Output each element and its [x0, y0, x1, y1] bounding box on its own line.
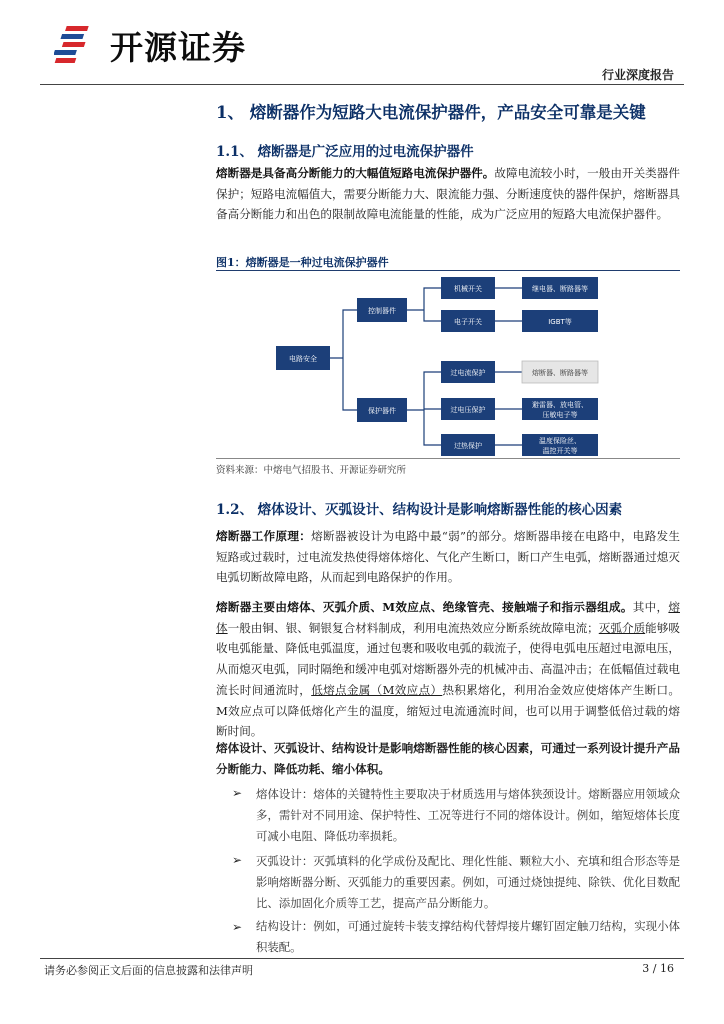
bullet-structure-design: 结构设计：例如，可通过旋转卡装支撑结构代替焊接片螺钉固定触刀结构，实现小体积装配。: [256, 919, 680, 954]
figure-bottom-rule: [216, 458, 680, 459]
working-principle-paragraph: [216, 526, 680, 588]
paragraph-lead: 熔断器工作原理：: [216, 529, 312, 543]
brand-name: 开源证券: [110, 28, 246, 67]
node-l1-control-label: 控制器件: [368, 307, 396, 315]
section-1-1-paragraph: [216, 163, 680, 225]
node-l3-protect-0: [522, 361, 598, 383]
paragraph-body: 其中，: [632, 600, 669, 614]
node-l3-protect-2-label: 温控开关等: [542, 447, 578, 455]
figure-1-caption: 图1：熔断器是一种过电流保护器件: [216, 256, 389, 269]
node-l3-protect-1-label: 压敏电子等: [542, 411, 578, 419]
node-l2-protect-2: [441, 434, 495, 456]
paragraph-body: 热积累熔化，利用冶金效应使熔体产生断口。M效应点可以降低熔化产生的温度，缩短过电流通流时间，也可以用于调整低倍过载的熔断时间。: [216, 682, 680, 739]
node-l2-protect-1: [441, 398, 495, 420]
connector-line: [407, 372, 441, 445]
brand-logo-icon: [54, 22, 104, 64]
node-l3-protect-1-label: 避雷器、放电管、: [532, 401, 588, 409]
core-factors-paragraph: 熔体设计、灭弧设计、结构设计是影响熔断器性能的核心因素，可通过一系列设计提升产品分断能力、降低功耗、缩小体积。: [216, 741, 680, 776]
node-l2-control-0-label: 机械开关: [454, 285, 482, 293]
paragraph-lead: 熔断器主要由熔体、灭弧介质、M效应点、绝缘管壳、接触端子和指示器组成。: [216, 600, 633, 614]
node-l1-protect-label: 保护器件: [368, 407, 396, 415]
fuse-classification-diagram: [216, 272, 680, 457]
diagram-nodes: [276, 277, 598, 456]
term-m-effect: 低熔点金属（M效应点）: [311, 682, 443, 697]
components-paragraph: [216, 597, 680, 742]
node-l3-control-1: [522, 310, 598, 332]
node-l3-control-0: [522, 277, 598, 299]
node-root-label: 电路安全: [289, 355, 317, 363]
node-l2-protect-0: [441, 361, 495, 383]
footer-disclaimer: 请务必参阅正文后面的信息披露和法律声明: [44, 964, 253, 977]
section-1-1-heading: 1.1、 熔断器是广泛应用的过电流保护器件: [216, 144, 474, 160]
node-l3-control-1-label: IGBT等: [548, 318, 572, 326]
node-l3-protect-2-label: 温度保险丝、: [539, 437, 581, 445]
footer-divider: [40, 958, 684, 959]
page-number: 3 / 16: [642, 962, 674, 975]
node-l1-control: [357, 298, 407, 322]
term-fuse-element: 熔体: [216, 600, 680, 635]
bullet-arc-design: 灭弧设计：灭弧填料的化学成份及配比、理化性能、颗粒大小、充填和组合形态等是影响熔断器分断、灭弧能力的重要因素。例如，可通过烧蚀提纯、除铁、优化目数配比、添加固化介质等工艺，提高产品分断能力。: [256, 854, 680, 910]
connector-line: [495, 372, 522, 445]
paragraph-lead: 熔断器是具备高分断能力的大幅值短路电流保护器件。: [216, 166, 495, 180]
node-l2-control-1: [441, 310, 495, 332]
node-root: [276, 346, 330, 370]
node-l1-protect: [357, 398, 407, 422]
node-l2-protect-2-label: 过热保护: [454, 442, 482, 450]
figure-source: 资料来源：中熔电气招股书、开源证券研究所: [216, 465, 407, 476]
connector-line: [495, 288, 522, 321]
report-type-label: 行业深度报告: [601, 68, 674, 82]
paragraph-body: 熔断器被设计为电路中最“弱”的部分。熔断器串接在电路中，电路发生短路或过载时，过电流发热使得熔体熔化、气化产生断口，断口产生电弧，熔断器通过熄灭电弧切断故障电路，从而起到电路保护的作用。: [216, 529, 680, 585]
node-l2-protect-0-label: 过电流保护: [450, 369, 486, 377]
bullet-arrow-icon: ➢: [232, 786, 243, 800]
node-l2-control-0: [441, 277, 495, 299]
node-l3-control-0-label: 继电器、断路器等: [532, 285, 588, 293]
node-l3-protect-2: [522, 434, 598, 456]
node-l3-protect-0-label: 熔断器、断路器等: [532, 369, 588, 377]
bullet-fuse-element-design: 熔体设计：熔体的关键特性主要取决于材质选用与熔体狭颈设计。熔断器应用领域众多，需针对不同用途、保护特性、工况等进行不同的熔体设计。例如，缩短熔体长度可减小电阻、降低功率损耗。: [256, 787, 680, 843]
section-1-2-heading: 1.2、 熔体设计、灭弧设计、结构设计是影响熔断器性能的核心因素: [216, 502, 623, 518]
connector-line: [330, 310, 357, 410]
bullet-arrow-icon: ➢: [232, 920, 243, 934]
term-arc-medium: 灭弧介质: [598, 620, 646, 635]
node-l2-protect-1-label: 过电压保护: [450, 406, 486, 414]
node-l2-control-1-label: 电子开关: [454, 318, 482, 326]
paragraph-body: 故障电流较小时，一般由开关类器件保护；短路电流幅值大，需要分断能力大、限流能力强、分断速度快的器件保护，熔断器具备高分断能力和出色的限制故障电流能量的性能，成为广泛应用的短路大电流保护器件。: [216, 166, 680, 222]
figure-top-rule: [216, 270, 680, 271]
section-1-heading: 1、 熔断器作为短路大电流保护器件，产品安全可靠是关键: [216, 103, 646, 122]
connector-line: [407, 288, 441, 321]
header-divider: [40, 84, 684, 85]
paragraph-body: 一般由铜、银、铜银复合材料制成，利用电流热效应分断系统故障电流；: [227, 620, 599, 635]
paragraph-body: 能够吸收电弧能量、降低电弧温度，通过包裹和吸收电弧的载流子，使得电弧电压超过电源电压，从而熄灭电弧，同时隔绝和缓冲电弧对熔断器外壳的机械冲击、高温冲击；在低幅值过载电流长时间通流时，: [216, 620, 680, 697]
bullet-arrow-icon: ➢: [232, 853, 243, 867]
node-l3-protect-1: [522, 398, 598, 420]
